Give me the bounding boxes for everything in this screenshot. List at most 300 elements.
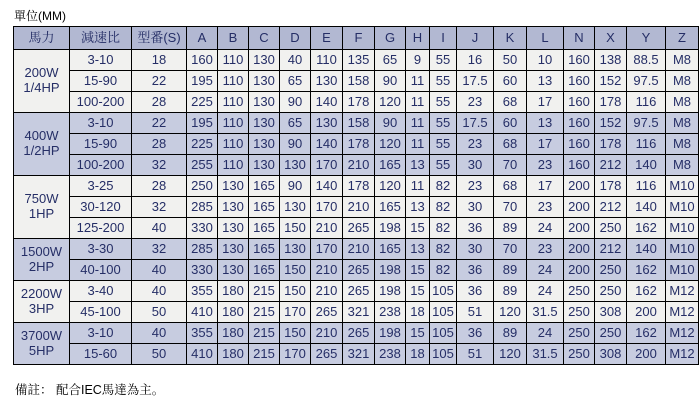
- value-cell: 55: [430, 92, 457, 113]
- value-cell: 110: [218, 71, 249, 92]
- value-cell: 55: [430, 113, 457, 134]
- value-cell: 130: [249, 71, 280, 92]
- ratio-cell: 40-100: [70, 260, 132, 281]
- model-cell: 40: [132, 260, 187, 281]
- value-cell: 110: [311, 50, 343, 71]
- value-cell: 200: [627, 344, 666, 365]
- value-cell: 285: [187, 197, 218, 218]
- value-cell: M8: [666, 71, 699, 92]
- value-cell: 130: [218, 260, 249, 281]
- column-header: 型番(S): [132, 27, 187, 50]
- value-cell: 15: [406, 323, 430, 344]
- value-cell: 51: [457, 302, 494, 323]
- value-cell: 65: [280, 113, 311, 134]
- value-cell: 308: [595, 302, 627, 323]
- value-cell: 265: [343, 260, 375, 281]
- value-cell: 160: [564, 113, 595, 134]
- value-cell: 238: [375, 344, 406, 365]
- value-cell: 11: [406, 92, 430, 113]
- column-header: A: [187, 27, 218, 50]
- ratio-cell: 3-40: [70, 281, 132, 302]
- value-cell: 24: [527, 218, 564, 239]
- value-cell: 70: [494, 239, 527, 260]
- value-cell: 355: [187, 323, 218, 344]
- column-header: K: [494, 27, 527, 50]
- value-cell: M10: [666, 218, 699, 239]
- value-cell: 68: [494, 134, 527, 155]
- value-cell: 250: [595, 218, 627, 239]
- column-header: L: [527, 27, 564, 50]
- value-cell: 165: [375, 155, 406, 176]
- value-cell: 31.5: [527, 344, 564, 365]
- value-cell: 24: [527, 281, 564, 302]
- value-cell: 265: [343, 323, 375, 344]
- value-cell: 130: [280, 197, 311, 218]
- value-cell: 180: [218, 344, 249, 365]
- value-cell: 24: [527, 323, 564, 344]
- value-cell: 17.5: [457, 71, 494, 92]
- value-cell: 160: [564, 134, 595, 155]
- footnote: 備註： 配合IEC馬達為主。: [15, 383, 165, 397]
- value-cell: 135: [343, 50, 375, 71]
- value-cell: 120: [375, 134, 406, 155]
- value-cell: 55: [430, 50, 457, 71]
- value-cell: 55: [430, 155, 457, 176]
- value-cell: 215: [249, 344, 280, 365]
- value-cell: 265: [311, 302, 343, 323]
- value-cell: 355: [187, 281, 218, 302]
- value-cell: 105: [430, 344, 457, 365]
- value-cell: 68: [494, 176, 527, 197]
- value-cell: 130: [249, 92, 280, 113]
- value-cell: 88.5: [627, 50, 666, 71]
- value-cell: 55: [430, 71, 457, 92]
- value-cell: 250: [595, 281, 627, 302]
- value-cell: 116: [627, 92, 666, 113]
- value-cell: 198: [375, 260, 406, 281]
- value-cell: M12: [666, 344, 699, 365]
- value-cell: 17: [527, 134, 564, 155]
- value-cell: 200: [564, 197, 595, 218]
- value-cell: 130: [218, 176, 249, 197]
- power-cell: 3700W 5HP: [14, 323, 70, 365]
- value-cell: 195: [187, 113, 218, 134]
- table-row: [14, 92, 699, 113]
- value-cell: 265: [311, 344, 343, 365]
- value-cell: 140: [627, 239, 666, 260]
- value-cell: 178: [343, 176, 375, 197]
- value-cell: 225: [187, 134, 218, 155]
- value-cell: 180: [218, 323, 249, 344]
- value-cell: 170: [311, 155, 343, 176]
- value-cell: 30: [457, 155, 494, 176]
- value-cell: 198: [375, 218, 406, 239]
- value-cell: 212: [595, 155, 627, 176]
- value-cell: 130: [218, 218, 249, 239]
- value-cell: 130: [280, 239, 311, 260]
- value-cell: 165: [249, 260, 280, 281]
- value-cell: 30: [457, 239, 494, 260]
- value-cell: 89: [494, 260, 527, 281]
- value-cell: M8: [666, 155, 699, 176]
- header-row: [14, 27, 699, 50]
- value-cell: 97.5: [627, 71, 666, 92]
- table-row: [14, 134, 699, 155]
- value-cell: 110: [218, 134, 249, 155]
- value-cell: 70: [494, 155, 527, 176]
- value-cell: M12: [666, 302, 699, 323]
- value-cell: 165: [249, 197, 280, 218]
- column-header: D: [280, 27, 311, 50]
- value-cell: 130: [249, 113, 280, 134]
- value-cell: 116: [627, 134, 666, 155]
- value-cell: 150: [280, 323, 311, 344]
- value-cell: 212: [595, 197, 627, 218]
- value-cell: 105: [430, 281, 457, 302]
- value-cell: 178: [595, 134, 627, 155]
- value-cell: 89: [494, 323, 527, 344]
- value-cell: 165: [249, 239, 280, 260]
- value-cell: 24: [527, 260, 564, 281]
- value-cell: 210: [311, 281, 343, 302]
- value-cell: 82: [430, 218, 457, 239]
- value-cell: 210: [311, 218, 343, 239]
- column-header: C: [249, 27, 280, 50]
- ratio-cell: 3-30: [70, 239, 132, 260]
- value-cell: 265: [343, 218, 375, 239]
- table-row: [14, 302, 699, 323]
- value-cell: 140: [627, 155, 666, 176]
- value-cell: 150: [280, 218, 311, 239]
- value-cell: 110: [218, 92, 249, 113]
- value-cell: 110: [218, 50, 249, 71]
- value-cell: 130: [311, 113, 343, 134]
- value-cell: 60: [494, 71, 527, 92]
- value-cell: 82: [430, 239, 457, 260]
- unit-label: 單位(MM): [14, 9, 66, 23]
- value-cell: 150: [280, 260, 311, 281]
- value-cell: 160: [564, 50, 595, 71]
- value-cell: 200: [564, 260, 595, 281]
- value-cell: 40: [280, 50, 311, 71]
- value-cell: 165: [375, 197, 406, 218]
- value-cell: 210: [343, 197, 375, 218]
- value-cell: 130: [249, 50, 280, 71]
- value-cell: 178: [343, 92, 375, 113]
- column-header: 馬力: [14, 27, 70, 50]
- value-cell: 82: [430, 197, 457, 218]
- model-cell: 50: [132, 344, 187, 365]
- model-cell: 40: [132, 281, 187, 302]
- value-cell: 105: [430, 302, 457, 323]
- value-cell: 330: [187, 218, 218, 239]
- value-cell: 82: [430, 260, 457, 281]
- value-cell: 90: [375, 113, 406, 134]
- value-cell: 23: [527, 197, 564, 218]
- value-cell: 17.5: [457, 113, 494, 134]
- value-cell: M8: [666, 134, 699, 155]
- model-cell: 32: [132, 239, 187, 260]
- model-cell: 50: [132, 302, 187, 323]
- value-cell: 195: [187, 71, 218, 92]
- value-cell: 17: [527, 176, 564, 197]
- ratio-cell: 45-100: [70, 302, 132, 323]
- value-cell: M10: [666, 239, 699, 260]
- value-cell: 152: [595, 113, 627, 134]
- value-cell: 116: [627, 176, 666, 197]
- value-cell: 178: [343, 134, 375, 155]
- value-cell: 178: [595, 92, 627, 113]
- value-cell: 160: [564, 92, 595, 113]
- table-row: [14, 260, 699, 281]
- value-cell: 68: [494, 92, 527, 113]
- value-cell: 105: [430, 323, 457, 344]
- value-cell: 82: [430, 176, 457, 197]
- table-row: [14, 218, 699, 239]
- column-header: N: [564, 27, 595, 50]
- value-cell: M10: [666, 197, 699, 218]
- value-cell: 198: [375, 281, 406, 302]
- value-cell: 17: [527, 92, 564, 113]
- power-cell: 200W 1/4HP: [14, 50, 70, 113]
- model-cell: 22: [132, 113, 187, 134]
- ratio-cell: 3-10: [70, 50, 132, 71]
- power-cell: 750W 1HP: [14, 176, 70, 239]
- value-cell: 250: [564, 323, 595, 344]
- power-cell: 400W 1/2HP: [14, 113, 70, 176]
- value-cell: 180: [218, 281, 249, 302]
- value-cell: 198: [375, 323, 406, 344]
- table-row: [14, 197, 699, 218]
- value-cell: 410: [187, 344, 218, 365]
- column-header: I: [430, 27, 457, 50]
- value-cell: 162: [627, 218, 666, 239]
- value-cell: 90: [280, 92, 311, 113]
- value-cell: 160: [564, 155, 595, 176]
- value-cell: 265: [343, 281, 375, 302]
- value-cell: 11: [406, 176, 430, 197]
- value-cell: 330: [187, 260, 218, 281]
- model-cell: 18: [132, 50, 187, 71]
- value-cell: 97.5: [627, 113, 666, 134]
- value-cell: 130: [249, 134, 280, 155]
- ratio-cell: 15-90: [70, 71, 132, 92]
- value-cell: 285: [187, 239, 218, 260]
- value-cell: M8: [666, 92, 699, 113]
- dimension-table: [13, 26, 699, 365]
- column-header: X: [595, 27, 627, 50]
- value-cell: 36: [457, 218, 494, 239]
- value-cell: M10: [666, 176, 699, 197]
- value-cell: 13: [406, 239, 430, 260]
- value-cell: 120: [375, 176, 406, 197]
- value-cell: 18: [406, 302, 430, 323]
- value-cell: 200: [564, 218, 595, 239]
- value-cell: 180: [218, 302, 249, 323]
- value-cell: 170: [311, 197, 343, 218]
- value-cell: 13: [406, 197, 430, 218]
- value-cell: 215: [249, 281, 280, 302]
- value-cell: 160: [187, 50, 218, 71]
- column-header: Y: [627, 27, 666, 50]
- value-cell: 140: [311, 92, 343, 113]
- value-cell: 11: [406, 134, 430, 155]
- table-row: [14, 281, 699, 302]
- column-header: E: [311, 27, 343, 50]
- column-header: F: [343, 27, 375, 50]
- value-cell: 90: [375, 71, 406, 92]
- value-cell: 130: [280, 155, 311, 176]
- value-cell: M8: [666, 113, 699, 134]
- column-header: Z: [666, 27, 699, 50]
- value-cell: 51: [457, 344, 494, 365]
- value-cell: 36: [457, 281, 494, 302]
- value-cell: M12: [666, 323, 699, 344]
- value-cell: 165: [249, 218, 280, 239]
- model-cell: 32: [132, 197, 187, 218]
- value-cell: 162: [627, 323, 666, 344]
- table-row: [14, 71, 699, 92]
- value-cell: 120: [494, 302, 527, 323]
- value-cell: 18: [406, 344, 430, 365]
- value-cell: 11: [406, 71, 430, 92]
- model-cell: 28: [132, 176, 187, 197]
- value-cell: 162: [627, 281, 666, 302]
- value-cell: 170: [280, 302, 311, 323]
- value-cell: M10: [666, 260, 699, 281]
- ratio-cell: 15-90: [70, 134, 132, 155]
- table-row: [14, 155, 699, 176]
- ratio-cell: 100-200: [70, 155, 132, 176]
- value-cell: 65: [375, 50, 406, 71]
- ratio-cell: 3-10: [70, 323, 132, 344]
- ratio-cell: 3-10: [70, 113, 132, 134]
- value-cell: 215: [249, 302, 280, 323]
- table-row: [14, 50, 699, 71]
- value-cell: 110: [218, 113, 249, 134]
- value-cell: 178: [595, 176, 627, 197]
- value-cell: 90: [280, 176, 311, 197]
- value-cell: 15: [406, 218, 430, 239]
- value-cell: 16: [457, 50, 494, 71]
- table-row: [14, 176, 699, 197]
- value-cell: 140: [627, 197, 666, 218]
- value-cell: 410: [187, 302, 218, 323]
- value-cell: 165: [249, 176, 280, 197]
- value-cell: 140: [311, 176, 343, 197]
- value-cell: 90: [280, 134, 311, 155]
- value-cell: 15: [406, 260, 430, 281]
- ratio-cell: 3-25: [70, 176, 132, 197]
- value-cell: 215: [249, 323, 280, 344]
- table-row: [14, 239, 699, 260]
- table-row: [14, 323, 699, 344]
- value-cell: 250: [564, 281, 595, 302]
- value-cell: 255: [187, 155, 218, 176]
- value-cell: 23: [457, 92, 494, 113]
- column-header: H: [406, 27, 430, 50]
- value-cell: 130: [311, 71, 343, 92]
- value-cell: 308: [595, 344, 627, 365]
- ratio-cell: 125-200: [70, 218, 132, 239]
- value-cell: 170: [280, 344, 311, 365]
- value-cell: 212: [595, 239, 627, 260]
- table-row: [14, 113, 699, 134]
- model-cell: 40: [132, 218, 187, 239]
- column-header: B: [218, 27, 249, 50]
- value-cell: 170: [311, 239, 343, 260]
- value-cell: 50: [494, 50, 527, 71]
- value-cell: 158: [343, 71, 375, 92]
- value-cell: 23: [457, 134, 494, 155]
- value-cell: 13: [527, 71, 564, 92]
- value-cell: 321: [343, 344, 375, 365]
- value-cell: 250: [595, 323, 627, 344]
- value-cell: 210: [311, 260, 343, 281]
- value-cell: 60: [494, 113, 527, 134]
- value-cell: 210: [343, 155, 375, 176]
- value-cell: 321: [343, 302, 375, 323]
- value-cell: 120: [494, 344, 527, 365]
- value-cell: 89: [494, 281, 527, 302]
- value-cell: 158: [343, 113, 375, 134]
- value-cell: 130: [218, 197, 249, 218]
- model-cell: 40: [132, 323, 187, 344]
- value-cell: 165: [375, 239, 406, 260]
- value-cell: 130: [218, 239, 249, 260]
- value-cell: 15: [406, 281, 430, 302]
- value-cell: 70: [494, 197, 527, 218]
- value-cell: 23: [527, 239, 564, 260]
- column-header: J: [457, 27, 494, 50]
- value-cell: 31.5: [527, 302, 564, 323]
- value-cell: 13: [406, 155, 430, 176]
- value-cell: 11: [406, 113, 430, 134]
- value-cell: 210: [343, 239, 375, 260]
- value-cell: 36: [457, 323, 494, 344]
- value-cell: 225: [187, 92, 218, 113]
- value-cell: 120: [375, 92, 406, 113]
- value-cell: 140: [311, 134, 343, 155]
- value-cell: 23: [457, 176, 494, 197]
- column-header: G: [375, 27, 406, 50]
- value-cell: 250: [564, 344, 595, 365]
- value-cell: 36: [457, 260, 494, 281]
- value-cell: 65: [280, 71, 311, 92]
- value-cell: M8: [666, 50, 699, 71]
- value-cell: 138: [595, 50, 627, 71]
- model-cell: 22: [132, 71, 187, 92]
- model-cell: 32: [132, 155, 187, 176]
- ratio-cell: 100-200: [70, 92, 132, 113]
- table-body: [14, 50, 699, 365]
- value-cell: 30: [457, 197, 494, 218]
- value-cell: 9: [406, 50, 430, 71]
- value-cell: 130: [249, 155, 280, 176]
- value-cell: 250: [187, 176, 218, 197]
- value-cell: 250: [595, 260, 627, 281]
- value-cell: 89: [494, 218, 527, 239]
- value-cell: 238: [375, 302, 406, 323]
- value-cell: 200: [564, 176, 595, 197]
- model-cell: 28: [132, 134, 187, 155]
- power-cell: 1500W 2HP: [14, 239, 70, 281]
- value-cell: 110: [218, 155, 249, 176]
- ratio-cell: 30-120: [70, 197, 132, 218]
- value-cell: 250: [564, 302, 595, 323]
- value-cell: 10: [527, 50, 564, 71]
- ratio-cell: 15-60: [70, 344, 132, 365]
